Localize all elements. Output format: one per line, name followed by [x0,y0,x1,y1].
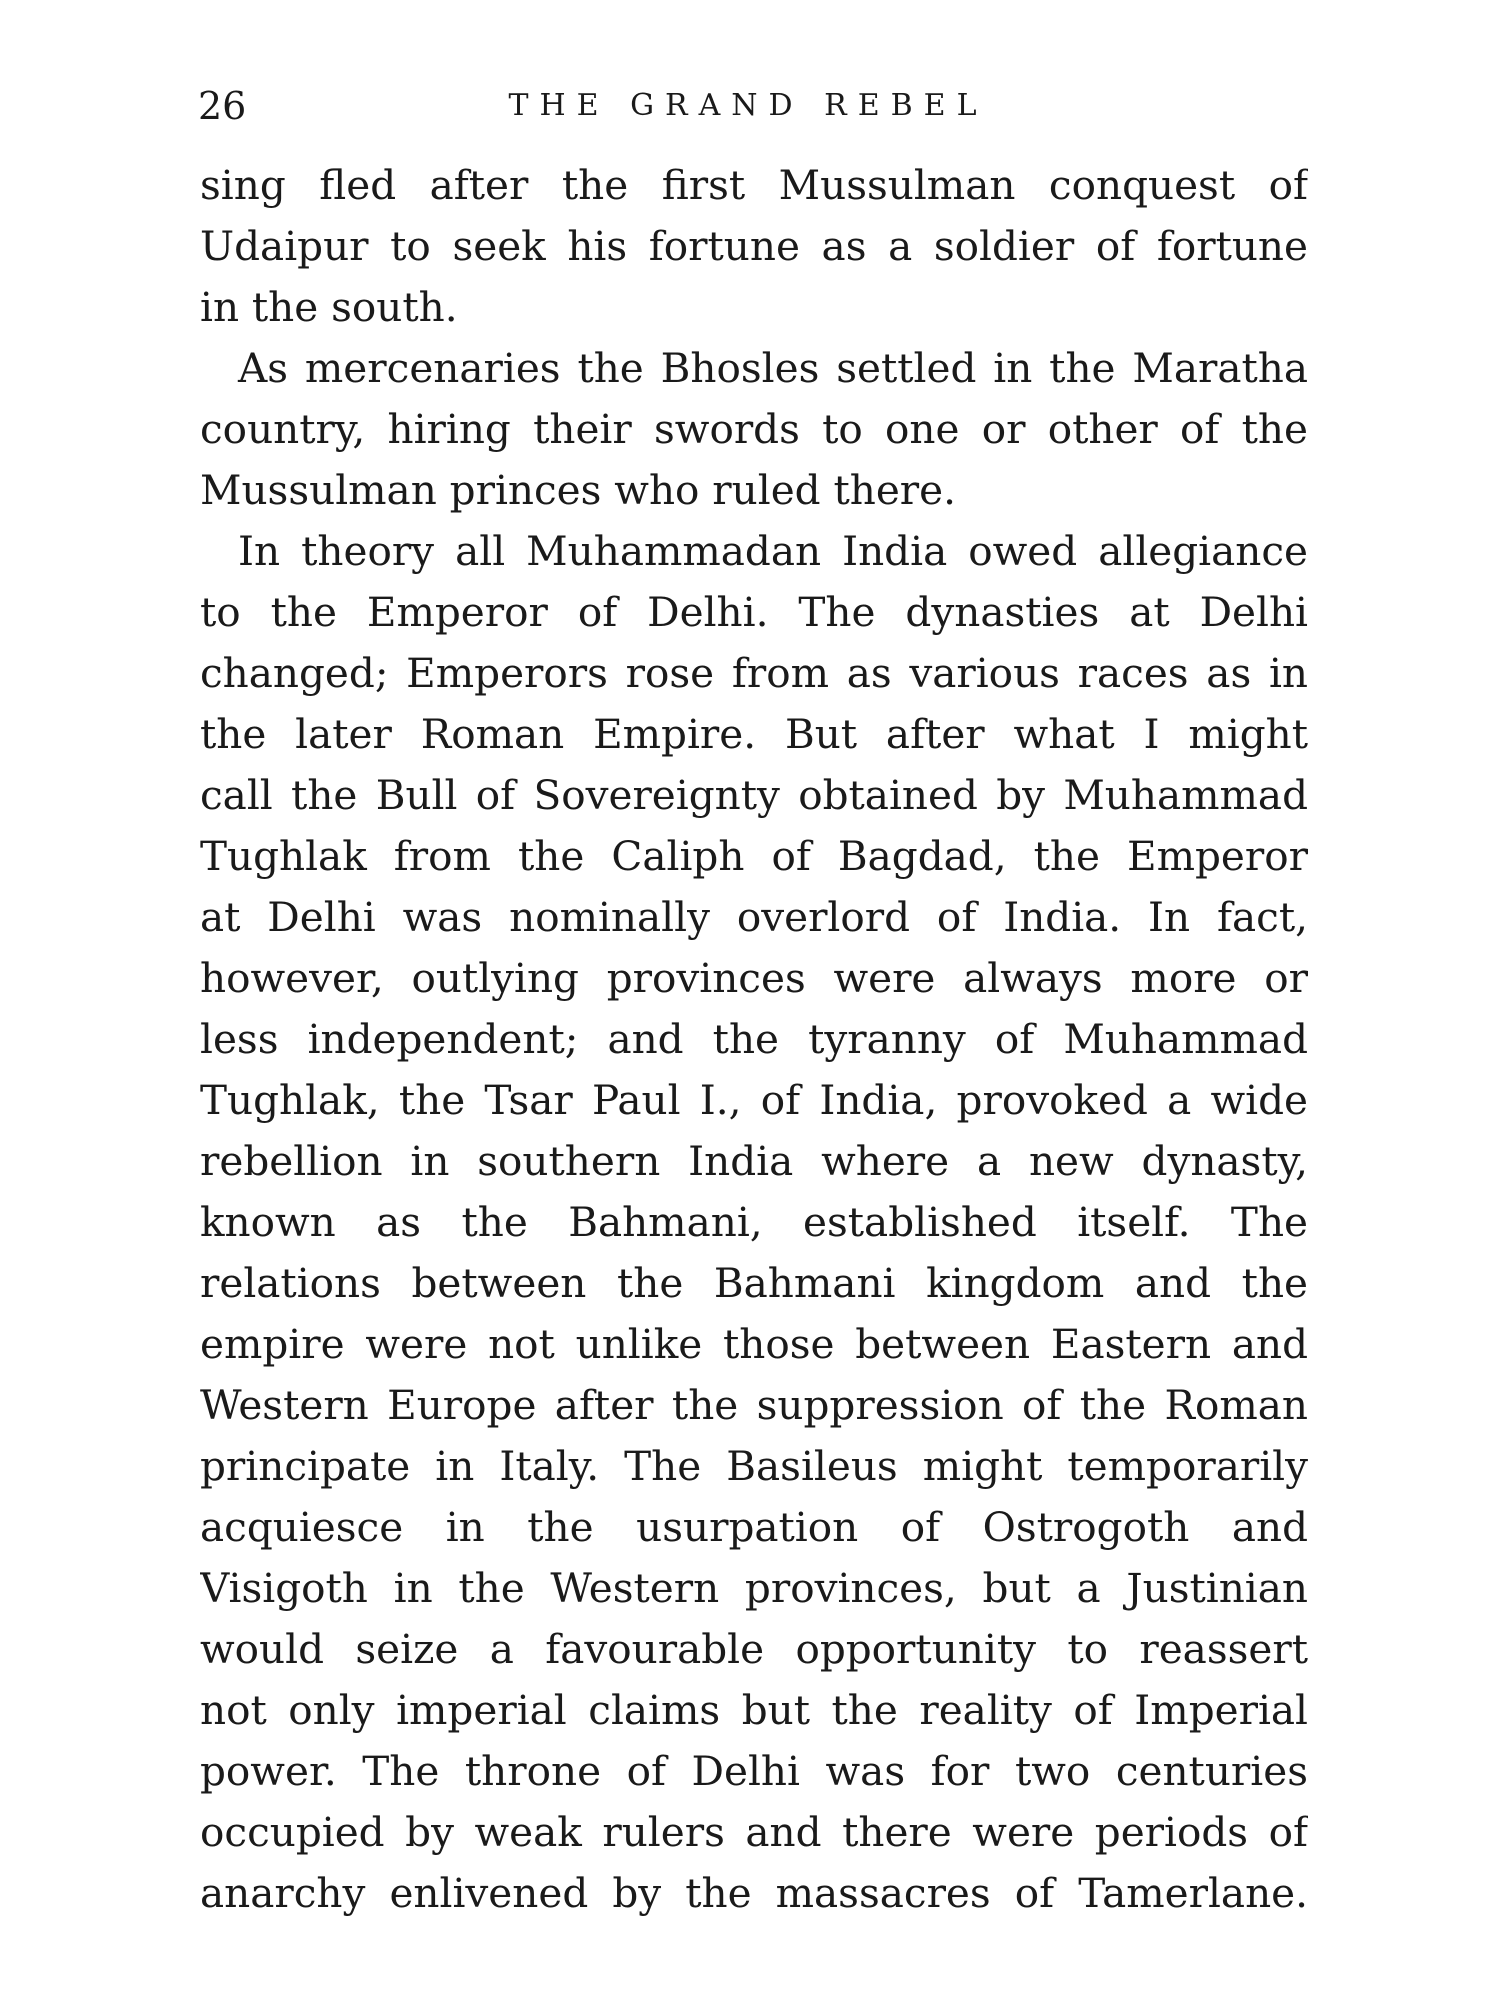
page-number: 26 [198,84,247,128]
text-line: sing fled after the first Mussulman conquest of [200,161,1308,209]
paragraph-first-line: In theory all Muhammadan India owed allegiance [238,527,1308,575]
text-line: principate in Italy. The Basileus might temporarily [200,1442,1308,1490]
text-line: the later Roman Empire. But after what I might [200,710,1308,758]
text-line: Udaipur to seek his fortune as a soldier of fortune [200,222,1308,270]
body-text [200,155,1308,1924]
text-line: relations between the Bahmani kingdom and the [200,1259,1308,1307]
text-line: known as the Bahmani, established itself. The [200,1198,1308,1246]
text-line: anarchy enlivened by the massacres of Tamerlane. [200,1869,1308,1917]
text-line: Visigoth in the Western provinces, but a Justinian [200,1564,1308,1612]
text-line: Mussulman princes who ruled there. [200,466,956,514]
text-line: occupied by weak rulers and there were periods of [200,1808,1308,1856]
text-line: would seize a favourable opportunity to reassert [200,1625,1308,1673]
text-line: rebellion in southern India where a new dynasty, [200,1137,1308,1185]
text-line: country, hiring their swords to one or other of the [200,405,1308,453]
text-line: to the Emperor of Delhi. The dynasties at Delhi [200,588,1308,636]
text-line: acquiesce in the usurpation of Ostrogoth and [200,1503,1308,1551]
text-line: empire were not unlike those between Eastern and [200,1320,1308,1368]
text-line: power. The throne of Delhi was for two centuries [200,1747,1308,1795]
text-line: Western Europe after the suppression of the Roman [200,1381,1308,1429]
running-title: THE GRAND REBEL [508,88,988,123]
text-line: call the Bull of Sovereignty obtained by Muhammad [200,771,1308,819]
text-line: Tughlak, the Tsar Paul I., of India, provoked a wide [200,1076,1308,1124]
running-head [198,78,1308,134]
paragraph-first-line: As mercenaries the Bhosles settled in the Maratha [238,344,1308,392]
text-line: changed; Emperors rose from as various races as in [200,649,1308,697]
text-line: not only imperial claims but the reality of Imperial [200,1686,1308,1734]
text-line: Tughlak from the Caliph of Bagdad, the Emperor [200,832,1308,880]
text-line: less independent; and the tyranny of Muhammad [200,1015,1308,1063]
text-line: at Delhi was nominally overlord of India. In fact, [200,893,1308,941]
text-line: in the south. [200,283,458,331]
text-line: however, outlying provinces were always more or [200,954,1308,1002]
